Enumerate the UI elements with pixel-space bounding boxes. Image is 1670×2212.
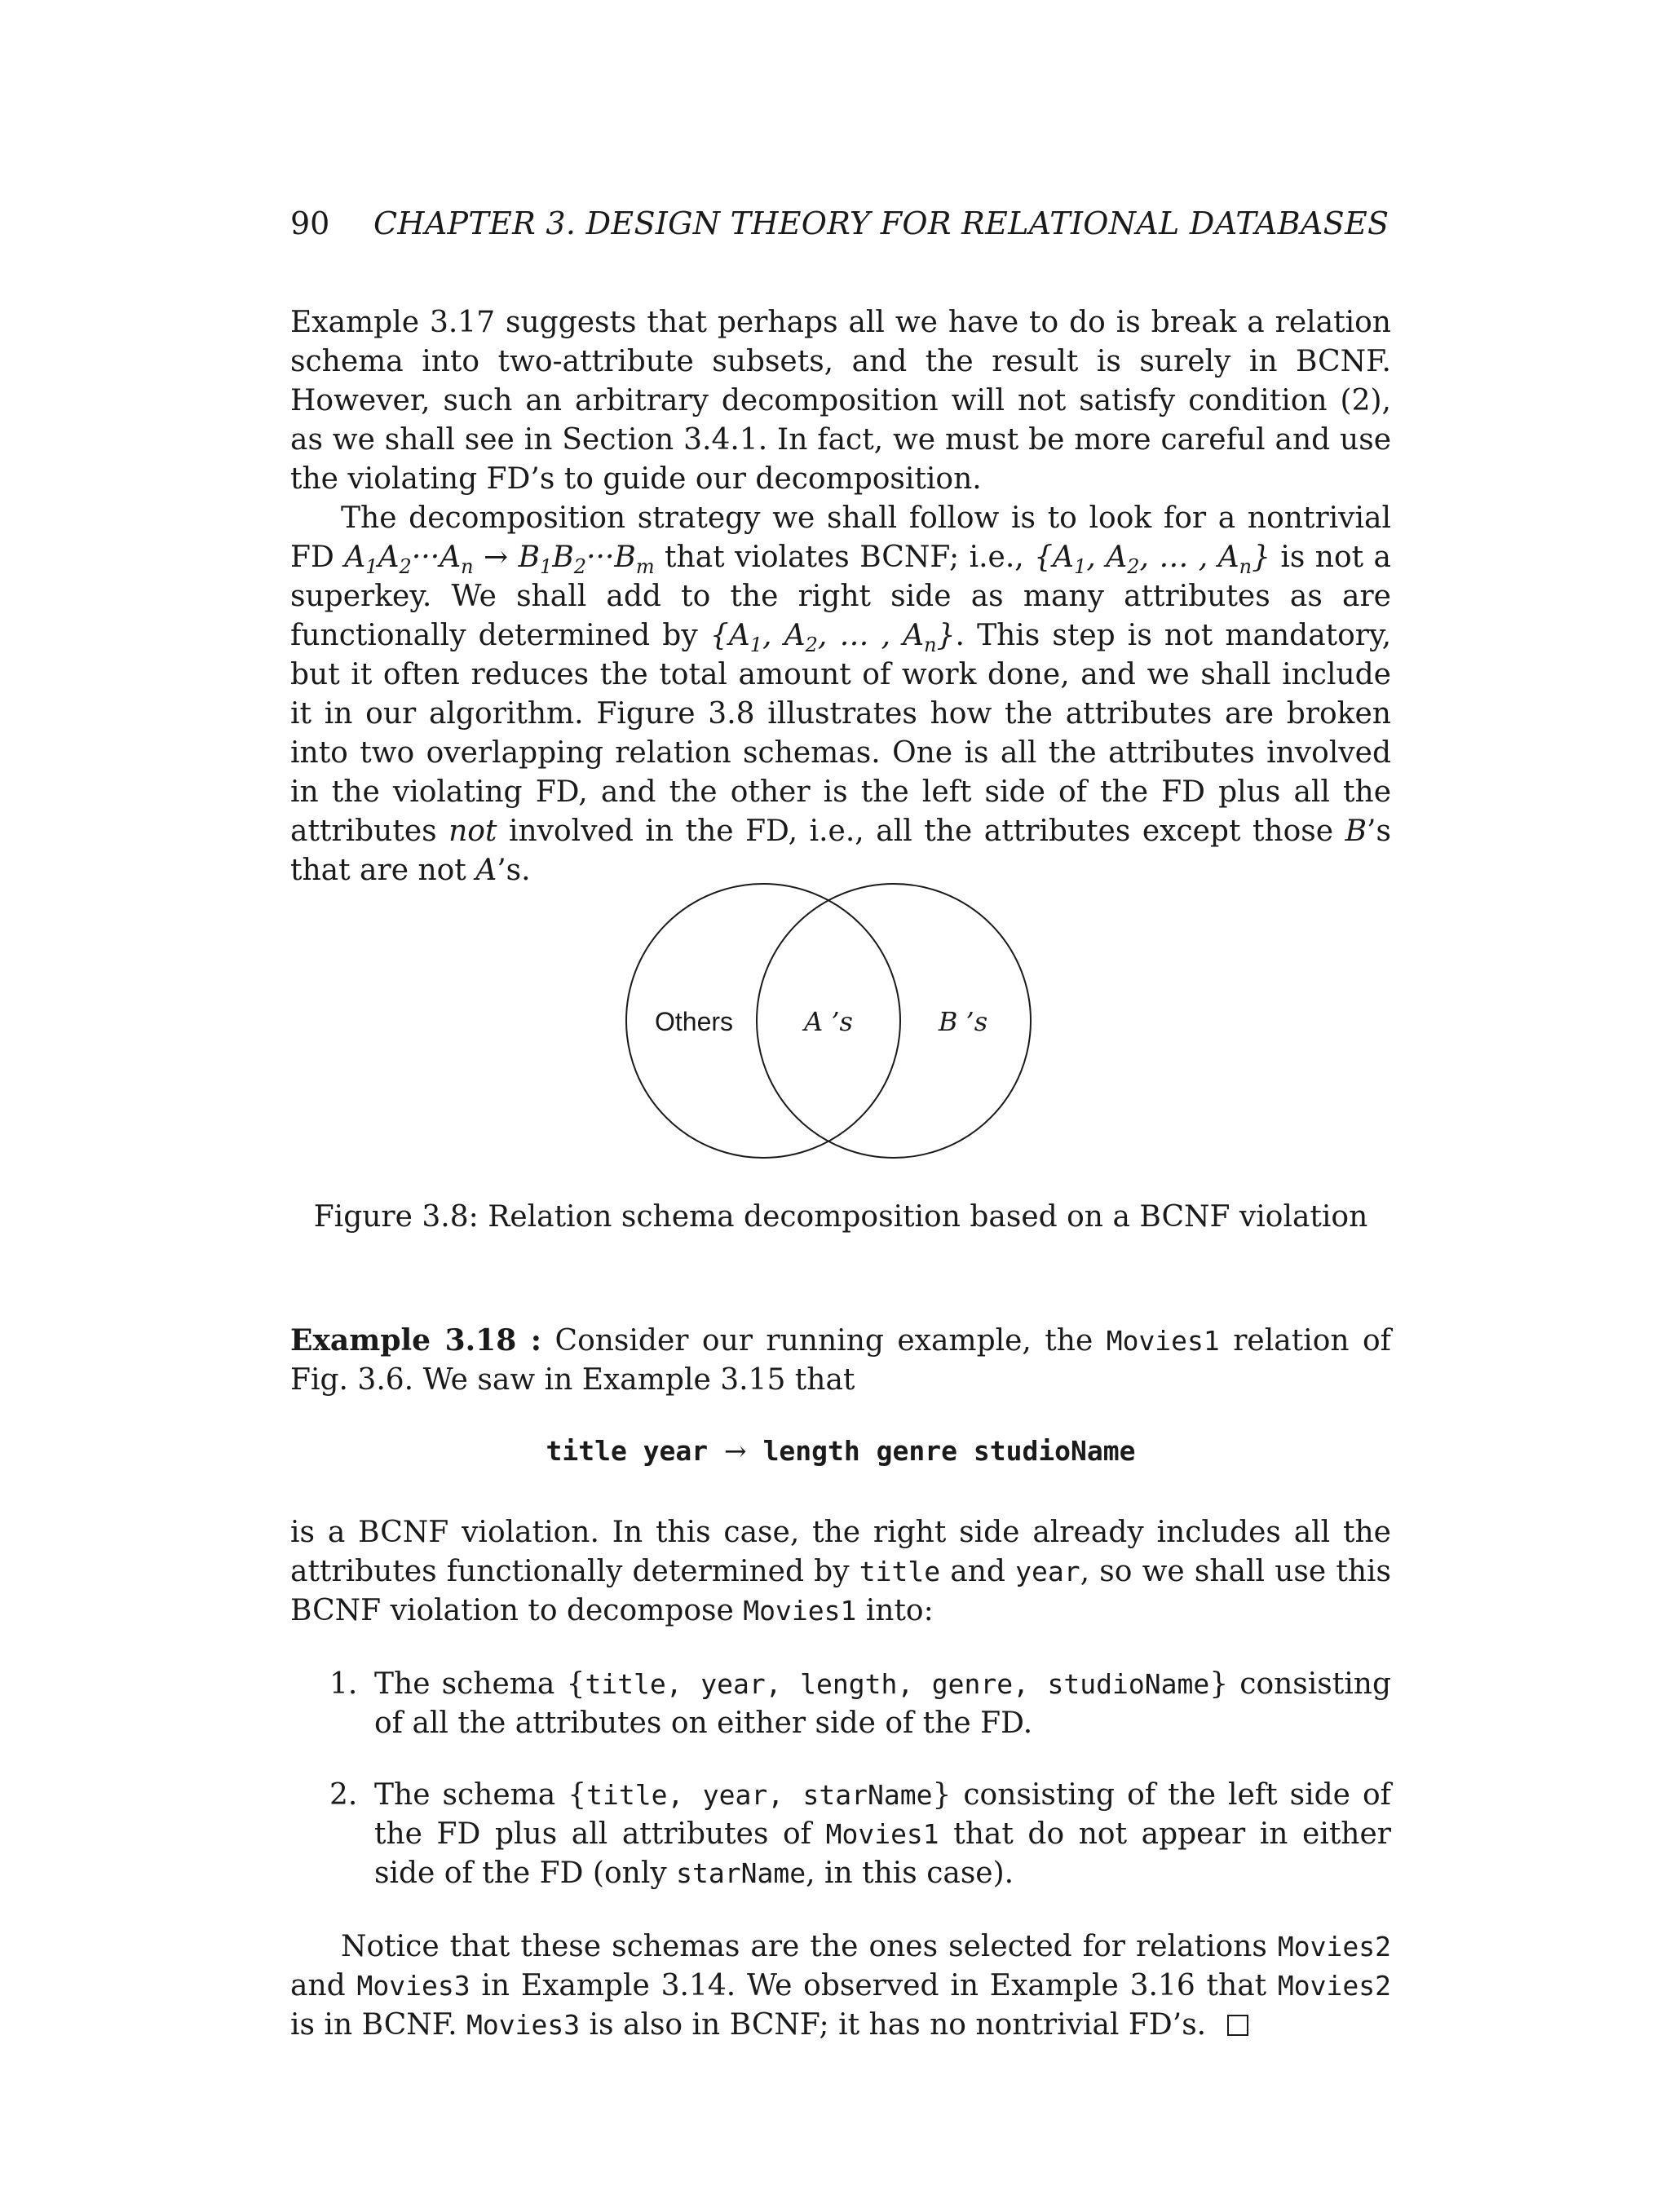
right-circle xyxy=(757,884,1031,1158)
paragraph-final: Notice that these schemas are the ones selected for relations Movies2 and Movies3 in Example 3.14. We observed in Example 3.16 that Movies2 is in BCNF. Movies3 is also in BCNF; it has no nontrivial FD’s. xyxy=(290,1930,1391,2042)
lhs-set-2: {$A_1$, $A_2$, … , $A_n$} xyxy=(709,619,956,656)
label-as: A ’s xyxy=(804,1006,853,1037)
label-others: Others xyxy=(654,1007,734,1036)
fd-display: title year → length genre studioName xyxy=(546,1435,1136,1467)
page-number: 90 xyxy=(290,205,330,241)
example-3-18: Example 3.18 : Consider our running example, the Movies1 relation of Fig. 3.6. We saw in Example 3.15 that xyxy=(290,1323,1391,1397)
lhs-set: {$A_1$, $A_2$, … , $A_n$} xyxy=(1034,541,1270,578)
paragraph-violation: is a BCNF violation. In this case, the right side already includes all the attributes functionally determined by title and year, so we shall use this BCNF violation to decompose Movies1 into: xyxy=(290,1516,1392,1627)
emphasis-not: not xyxy=(448,815,497,848)
venn-diagram xyxy=(616,881,1040,1162)
paragraph-1: Example 3.17 suggests that perhaps all we have to do is break a relation schema into two-attribute subsets, and the result is surely in BCNF. However, such an arbitrary decomposition will not satisfy condition (2), as we shall see in Section 3.4.1. In fact, we must be more careful and use the violating FD’s to guide our decomposition. xyxy=(290,306,1391,496)
chapter-title: CHAPTER 3. DESIGN THEORY FOR RELATIONAL DATABASES xyxy=(373,205,1389,241)
qed-box-icon xyxy=(1227,2015,1248,2036)
example-label: Example 3.18 : xyxy=(290,1323,542,1358)
list-item: 1. The schema {title, year, length, genre, studioName} consisting of all the attributes on either side of the FD. xyxy=(329,1667,1391,1740)
fd-formula: $A_1A_2\cdot\cdot\cdot A_n \to B_1B_2\cdot\cdot\cdot B_m$ xyxy=(344,541,655,578)
paragraph-2: The decomposition strategy we shall follow is to look for a nontrivial FD $A_1A_2\cdot\cdot\cdot A_n \to B_1B_2\cdot\cdot\cdot B_m$ that violates BCNF; i.e., {$A_1$, $A_2$, … , $A_n$} is not a superkey. We shall add to the right side as many attributes as are functionally determined by {$A_1$, $A_2$, … , $A_n$}. This step is not mandatory, but it often reduces the total amount of work done, and we shall include it in our algorithm. Figure 3.8 illustrates how the attributes are broken into two overlapping relation schemas. One is all the attributes involved in the violating FD, and the other is the left side of the FD plus all the attributes not involved in the FD, i.e., all the attributes except those B’s that are not A’s. xyxy=(290,501,1392,887)
label-bs: B ’s xyxy=(938,1006,988,1037)
list-item: 2. The schema {title, year, starName} consisting of the left side of the FD plus all attributes of Movies1 that do not appear in either side of the FD (only starName, in this case). xyxy=(329,1778,1391,1890)
figure-caption: Figure 3.8: Relation schema decomposition based on a BCNF violation xyxy=(313,1200,1368,1234)
